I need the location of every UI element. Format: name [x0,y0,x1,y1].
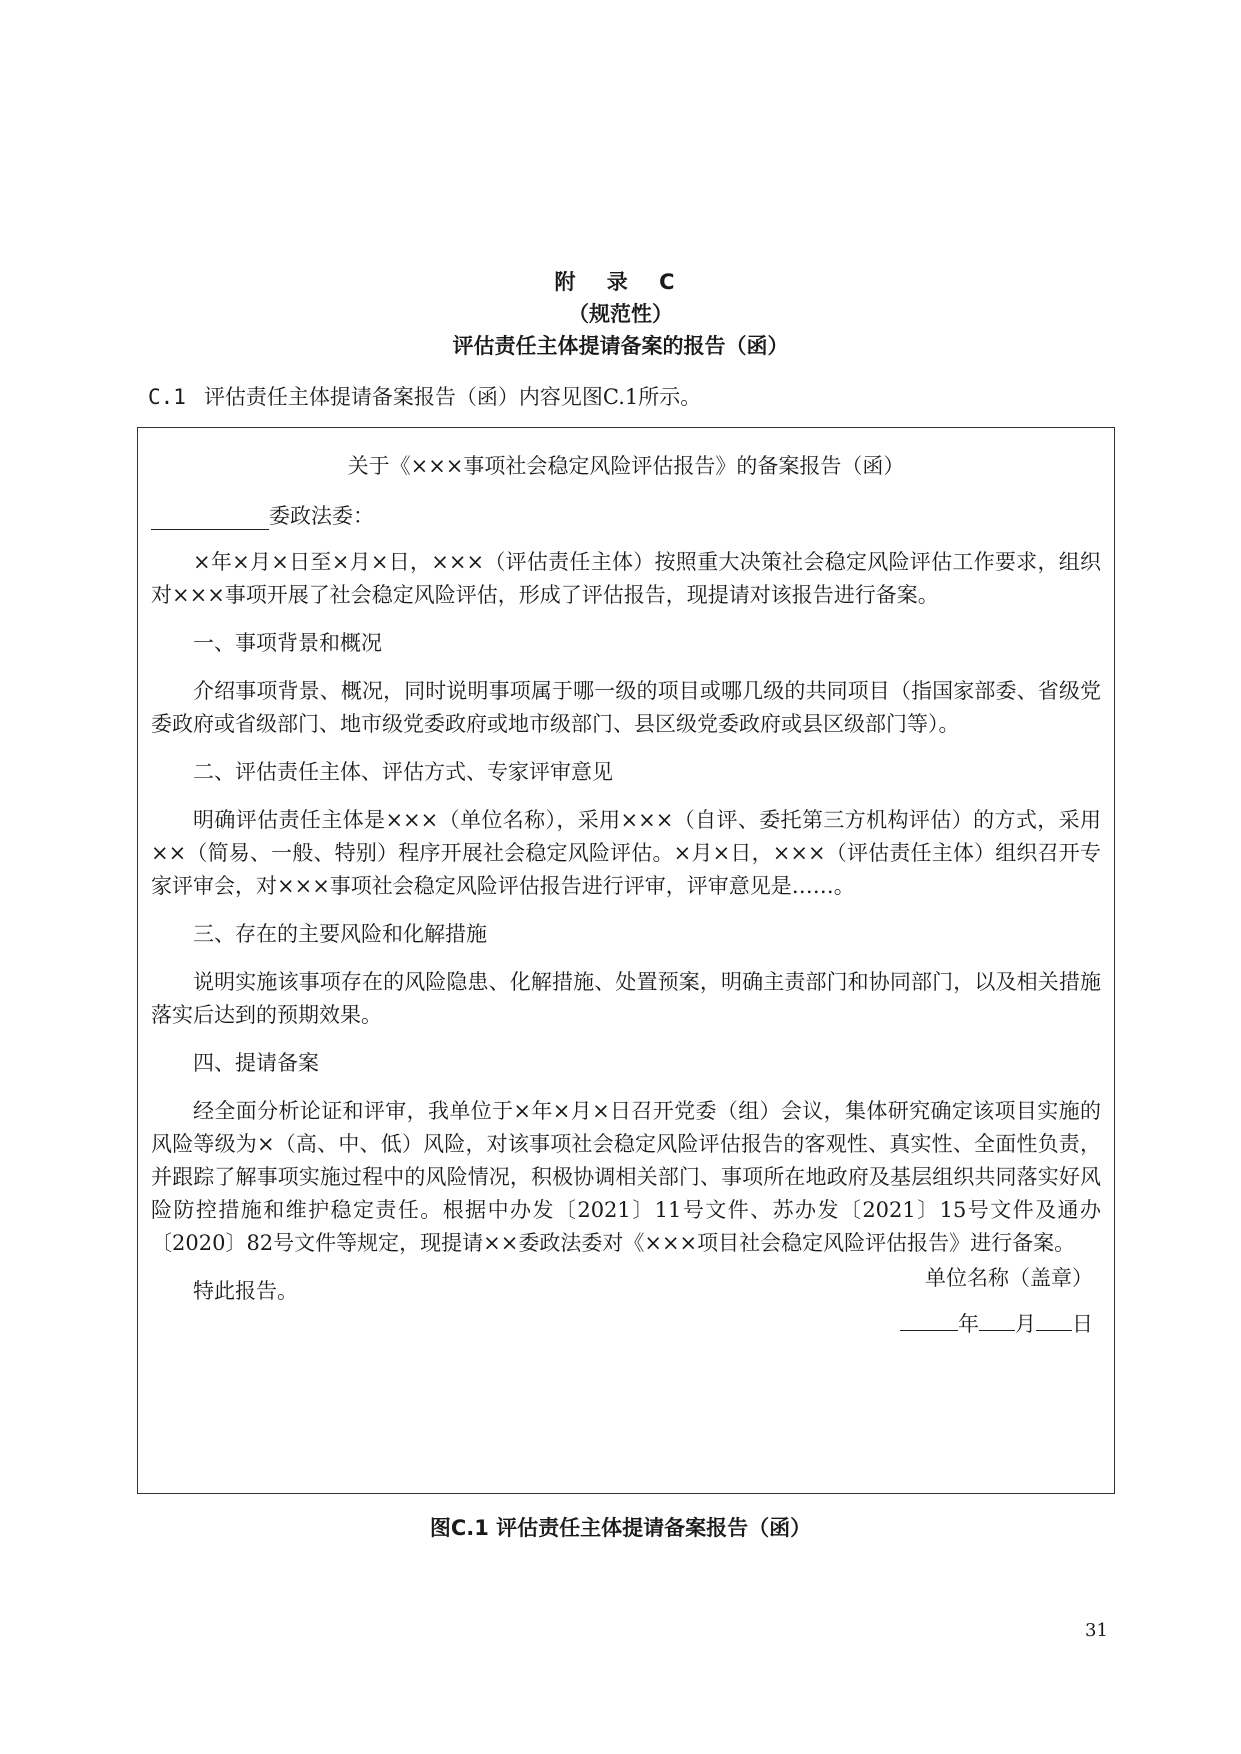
day-label: 日 [1072,1312,1093,1336]
paragraph: 说明实施该事项存在的风险隐患、化解措施、处置预案，明确主责部门和协同部门，以及相关措施落实后达到的预期效果。 [151,970,1101,1027]
addressee-blank [151,507,269,530]
appendix-type: （规范性） [568,302,673,326]
addressee-text: 委政法委： [269,504,374,528]
clause-c1 [148,381,701,411]
year-blank [900,1310,958,1331]
clause-text: 评估责任主体提请备案报告（函）内容见图C.1所示。 [203,385,702,409]
page-number: 31 [1085,1620,1108,1641]
section-heading-1: 一、事项背景和概况 [193,631,382,655]
section-heading-4: 四、提请备案 [193,1051,319,1075]
paragraph: 介绍事项背景、概况，同时说明事项属于哪一级的项目或哪几级的共同项目（指国家部委、省级党委政府或省级部门、地市级党委政府或地市级部门、县区级党委政府或县区级部门等）。 [151,679,1101,736]
month-blank [979,1310,1015,1331]
year-label: 年 [958,1312,979,1336]
closing: 特此报告。 [193,1279,298,1303]
clause-number: C.1 [148,385,186,409]
addressee [151,500,374,530]
section-heading-3: 三、存在的主要风险和化解措施 [193,922,487,946]
month-label: 月 [1015,1312,1036,1336]
day-blank [1036,1310,1072,1331]
appendix-heading: 附 录 C [554,270,687,294]
figure-caption: 图C.1 评估责任主体提请备案报告（函） [429,1516,812,1540]
figure-frame [137,427,1115,1494]
paragraph: 明确评估责任主体是×××（单位名称），采用×××（自评、委托第三方机构评估）的方式，采用××（简易、一般、特别）程序开展社会稳定风险评估。×月×日，×××（评估责任主体）组织召开专家评审会，对×××事项社会稳定风险评估报告进行评审，评审意见是……。 [151,808,1101,898]
date-line [900,1308,1093,1338]
paragraph-intro: ×年×月×日至×月×日，×××（评估责任主体）按照重大决策社会稳定风险评估工作要求，组织对×××事项开展了社会稳定风险评估，形成了评估报告，现提请对该报告进行备案。 [151,550,1101,607]
seal-line: 单位名称（盖章） [925,1266,1093,1290]
appendix-title: 评估责任主体提请备案的报告（函） [452,334,789,358]
section-heading-2: 二、评估责任主体、评估方式、专家评审意见 [193,760,613,784]
letter-body [151,546,1101,1323]
paragraph: 经全面分析论证和评审，我单位于×年×月×日召开党委（组）会议，集体研究确定该项目实施的风险等级为×（高、中、低）风险，对该事项社会稳定风险评估报告的客观性、真实性、全面性负责，并跟踪了解事项实施过程中的风险情况，积极协调相关部门、事项所在地政府及基层组织共同落实好风险防控措施和维护稳定责任。根据中办发〔2021〕11号文件、苏办发〔2021〕15号文件及通办〔2020〕82号文件等规定，现提请××委政法委对《×××项目社会稳定风险评估报告》进行备案。 [151,1099,1101,1255]
letter-title: 关于《×××事项社会稳定风险评估报告》的备案报告（函） [347,454,905,478]
